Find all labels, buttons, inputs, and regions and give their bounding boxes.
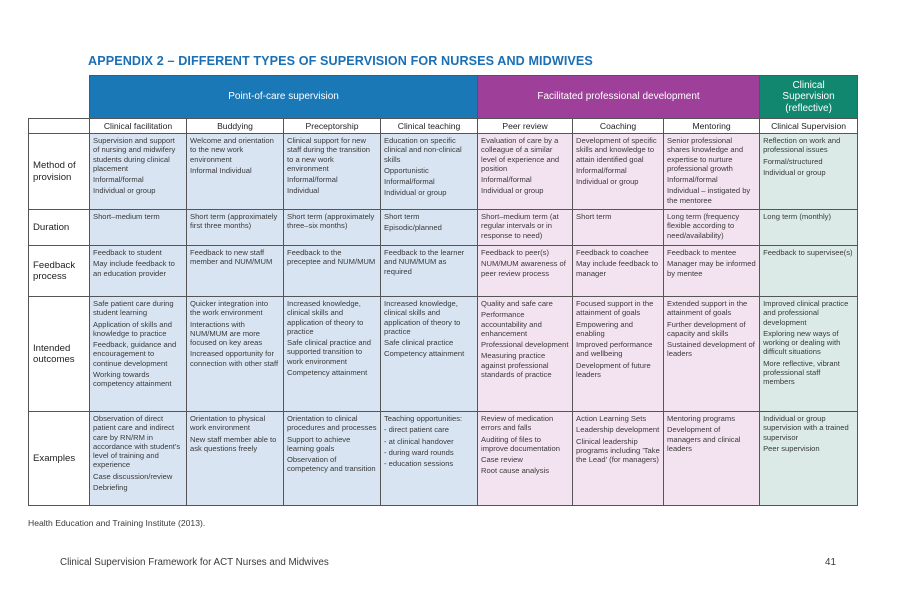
cell-text: Extended support in the attainment of goals [667, 299, 748, 318]
cell-text: Informal/formal [576, 165, 627, 175]
cell-text: Education on specific clinical and non-clinical skills [384, 136, 462, 164]
cell-text: Individual or group supervision with a trained supervisor [763, 414, 849, 442]
cell-text: Feedback to coachee [576, 248, 649, 257]
cell-text: Individual or group [576, 177, 639, 186]
table-cell [90, 412, 187, 506]
column-header-buddying: Buddying [187, 119, 284, 134]
cell-text: Supervision and support of nursing and midwifery students during clinical placement [93, 136, 176, 173]
column-header-peer-review: Peer review [478, 119, 573, 134]
cell-text: Application of skills and knowledge to practice [93, 319, 172, 338]
cell-text: Reflection on work and professional issues [763, 136, 841, 155]
cell-text: Feedback to the preceptee and NUM/MUM [287, 248, 376, 267]
cell-text: Episodic/planned [384, 223, 442, 233]
source-citation: Health Education and Training Institute (2013). [28, 518, 206, 528]
footer-title: Clinical Supervision Framework for ACT Nurses and Midwives [60, 557, 329, 568]
table-cell [573, 412, 664, 506]
page-title: APPENDIX 2 – DIFFERENT TYPES OF SUPERVISION FOR NURSES AND MIDWIVES [88, 54, 593, 68]
cell-text: Informal/formal [667, 175, 718, 184]
cell-text: Informal/formal [287, 175, 338, 184]
table-cell [381, 210, 478, 246]
cell-text: May include feedback to manager [576, 259, 658, 278]
page-number: 41 [825, 557, 836, 568]
table-cell [381, 246, 478, 297]
row-header: Method of provision [29, 134, 90, 210]
cell-text: Increased opportunity for connection with other staff [190, 349, 279, 368]
table-cell [478, 412, 573, 506]
group-header-facilitated-development: Facilitated professional development [478, 76, 760, 119]
cell-text: Orientation to physical work environment [190, 414, 266, 433]
cell-text: Teaching opportunities: [384, 414, 463, 423]
cell-text: Safe clinical practice and supported transition to work environment [287, 338, 371, 366]
group-header-line: Supervision [782, 91, 835, 103]
cell-text: Exploring new ways of working or dealing with difficult situations [763, 328, 841, 357]
table-row [29, 297, 858, 412]
column-header-clinical-facilitation: Clinical facilitation [90, 119, 187, 134]
cell-text: Interactions with NUM/MUM are more focused on key areas [190, 319, 263, 347]
cell-text: Safe clinical practice [384, 338, 454, 347]
row-header: Examples [29, 412, 90, 506]
table-cell [478, 210, 573, 246]
cell-text: Individual or group [384, 188, 447, 198]
table-cell [573, 210, 664, 246]
cell-text: Feedback, guidance and encouragement to continue development [93, 340, 177, 368]
cell-text: Measuring practice against professional standards of practice [481, 351, 552, 379]
cell-text: More reflective, vibrant professional staff members [763, 358, 840, 386]
group-header-line: (reflective) [785, 102, 832, 114]
cell-text: Individual [287, 186, 320, 196]
cell-text: Individual or group [93, 186, 156, 196]
table-cell [381, 412, 478, 506]
cell-text: Observation of competency and transition [287, 455, 376, 474]
table-cell [284, 134, 381, 210]
table-row [29, 210, 858, 246]
table-row [29, 246, 858, 297]
table-cell [760, 412, 858, 506]
supervision-types-table [28, 75, 858, 506]
column-header-clinical-teaching: Clinical teaching [381, 119, 478, 134]
table-cell [478, 297, 573, 412]
cell-text: Evaluation of care by a colleague of a similar level of experience and position [481, 136, 560, 173]
table-cell [760, 210, 858, 246]
cell-text: Welcome and orientation to the new work environment [190, 136, 274, 164]
table-row [29, 412, 858, 506]
cell-text: Individual or group [481, 186, 544, 196]
cell-text: Case discussion/review [93, 471, 173, 481]
cell-text: Leadership development [576, 425, 660, 435]
group-header-line: Clinical [792, 80, 825, 92]
cell-text: Feedback to peer(s) [481, 248, 550, 257]
row-header: Duration [29, 210, 90, 246]
table-cell [187, 246, 284, 297]
cell-text: Observation of direct patient care and indirect care by RN/RM in accordance with student's level of training and experience [93, 414, 181, 470]
cell-text: Working towards competency attainment [93, 369, 172, 388]
cell-text: Sustained development of leaders [667, 340, 755, 359]
table-cell [664, 134, 760, 210]
row-header: Intended outcomes [29, 297, 90, 412]
cell-text: Manager may be informed by mentee [667, 259, 756, 278]
column-header-corner [29, 119, 90, 134]
cell-text: Debriefing [93, 482, 128, 492]
cell-text: Clinical leadership programs including 'Take the Lead' (for managers) [576, 436, 660, 464]
cell-text: Further development of capacity and skills [667, 319, 746, 338]
column-header-row [29, 119, 858, 134]
cell-text: Clinical support for new staff during the transition to a new work environment [287, 136, 371, 173]
table-cell [90, 210, 187, 246]
cell-text: Feedback to student [93, 248, 162, 257]
cell-text: Short term [384, 212, 420, 221]
table-cell [664, 246, 760, 297]
cell-text: Long term (frequency flexible according to need/availability) [667, 212, 740, 240]
table-cell [573, 246, 664, 297]
cell-text: Opportunistic [384, 165, 429, 175]
cell-text: Short term [576, 212, 612, 221]
table-cell [90, 297, 187, 412]
column-header-clinical-supervision: Clinical Supervision [760, 119, 858, 134]
cell-text: Informal Individual [190, 165, 252, 175]
table-cell [284, 210, 381, 246]
cell-text: Empowering and enabling [576, 319, 634, 338]
cell-text: - during ward rounds [384, 447, 454, 457]
cell-text: Improved performance and wellbeing [576, 340, 653, 359]
corner-cell [29, 76, 90, 119]
table-cell [573, 297, 664, 412]
cell-text: Feedback to mentee [667, 248, 737, 257]
group-header-point-of-care: Point-of-care supervision [90, 76, 478, 119]
cell-text: Peer supervision [763, 443, 820, 453]
cell-text: Senior professional shares knowledge and expertise to nurture professional growth [667, 136, 744, 173]
cell-text: Individual – instigated by the mentoree [667, 186, 751, 205]
table-cell [573, 134, 664, 210]
cell-text: - direct patient care [384, 425, 449, 435]
cell-text: Review of medication errors and falls [481, 414, 554, 433]
table-cell [760, 134, 858, 210]
cell-text: - education sessions [384, 459, 454, 468]
cell-text: Feedback to new staff member and NUM/MUM [190, 248, 273, 267]
column-header-mentoring: Mentoring [664, 119, 760, 134]
table-cell [478, 246, 573, 297]
cell-text: NUM/MUM awareness of peer review process [481, 259, 566, 278]
cell-text: Individual or group [763, 167, 826, 177]
table-cell [664, 412, 760, 506]
cell-text: Short term (approximately first three months) [190, 212, 278, 231]
table-cell [664, 210, 760, 246]
table-cell [284, 412, 381, 506]
cell-text: Performance accountability and enhancement [481, 310, 542, 338]
cell-text: Mentoring programs [667, 414, 735, 423]
cell-text: Development of specific skills and knowledge to attain identified goal [576, 136, 657, 164]
table-cell [90, 134, 187, 210]
cell-text: Short–medium term (at regular intervals or in response to need) [481, 212, 559, 240]
cell-text: Root cause analysis [481, 466, 550, 476]
cell-text: Focused support in the attainment of goals [576, 299, 654, 318]
column-header-coaching: Coaching [573, 119, 664, 134]
cell-text: Professional development [481, 340, 569, 349]
cell-text: Auditing of files to improve documentation [481, 434, 560, 453]
table-cell [760, 246, 858, 297]
cell-text: Informal/formal [384, 177, 435, 186]
cell-text: Competency attainment [384, 349, 465, 359]
cell-text: Feedback to supervisee(s) [763, 248, 853, 257]
cell-text: Feedback to the learner and NUM/MUM as required [384, 248, 465, 276]
table-cell [90, 246, 187, 297]
cell-text: New staff member able to ask questions freely [190, 434, 277, 453]
table-cell [664, 297, 760, 412]
cell-text: Action Learning Sets [576, 414, 647, 423]
table-cell [187, 297, 284, 412]
cell-text: Development of managers and clinical leaders [667, 425, 741, 453]
cell-text: May include feedback to an education provider [93, 259, 175, 278]
cell-text: Development of future leaders [576, 360, 651, 379]
table-cell [187, 210, 284, 246]
table-cell [284, 297, 381, 412]
row-header: Feedback process [29, 246, 90, 297]
table-cell [478, 134, 573, 210]
table-cell [381, 297, 478, 412]
cell-text: Informal/formal [93, 175, 144, 184]
cell-text: Increased knowledge, clinical skills and application of theory to practice [384, 299, 461, 336]
cell-text: Informal/formal [481, 175, 532, 184]
cell-text: Case review [481, 455, 523, 464]
cell-text: - at clinical handover [384, 436, 454, 446]
cell-text: Orientation to clinical procedures and processes [287, 414, 377, 433]
group-header-clinical-supervision [760, 76, 858, 119]
cell-text: Short–medium term [93, 212, 160, 221]
table-cell [381, 134, 478, 210]
cell-text: Long term (monthly) [763, 212, 832, 221]
table-cell [187, 134, 284, 210]
cell-text: Competency attainment [287, 367, 368, 377]
cell-text: Increased knowledge, clinical skills and application of theory to practice [287, 299, 364, 336]
table-cell [284, 246, 381, 297]
cell-text: Formal/structured [763, 156, 823, 166]
cell-text: Support to achieve learning goals [287, 434, 351, 453]
cell-text: Safe patient care during student learning [93, 299, 174, 318]
table-cell [760, 297, 858, 412]
table-cell [187, 412, 284, 506]
cell-text: Quality and safe care [481, 299, 553, 308]
column-header-preceptorship: Preceptorship [284, 119, 381, 134]
cell-text: Improved clinical practice and professional development [763, 299, 849, 327]
table-row [29, 134, 858, 210]
cell-text: Quicker integration into the work environment [190, 299, 269, 318]
cell-text: Short term (approximately three–six months) [287, 212, 375, 231]
